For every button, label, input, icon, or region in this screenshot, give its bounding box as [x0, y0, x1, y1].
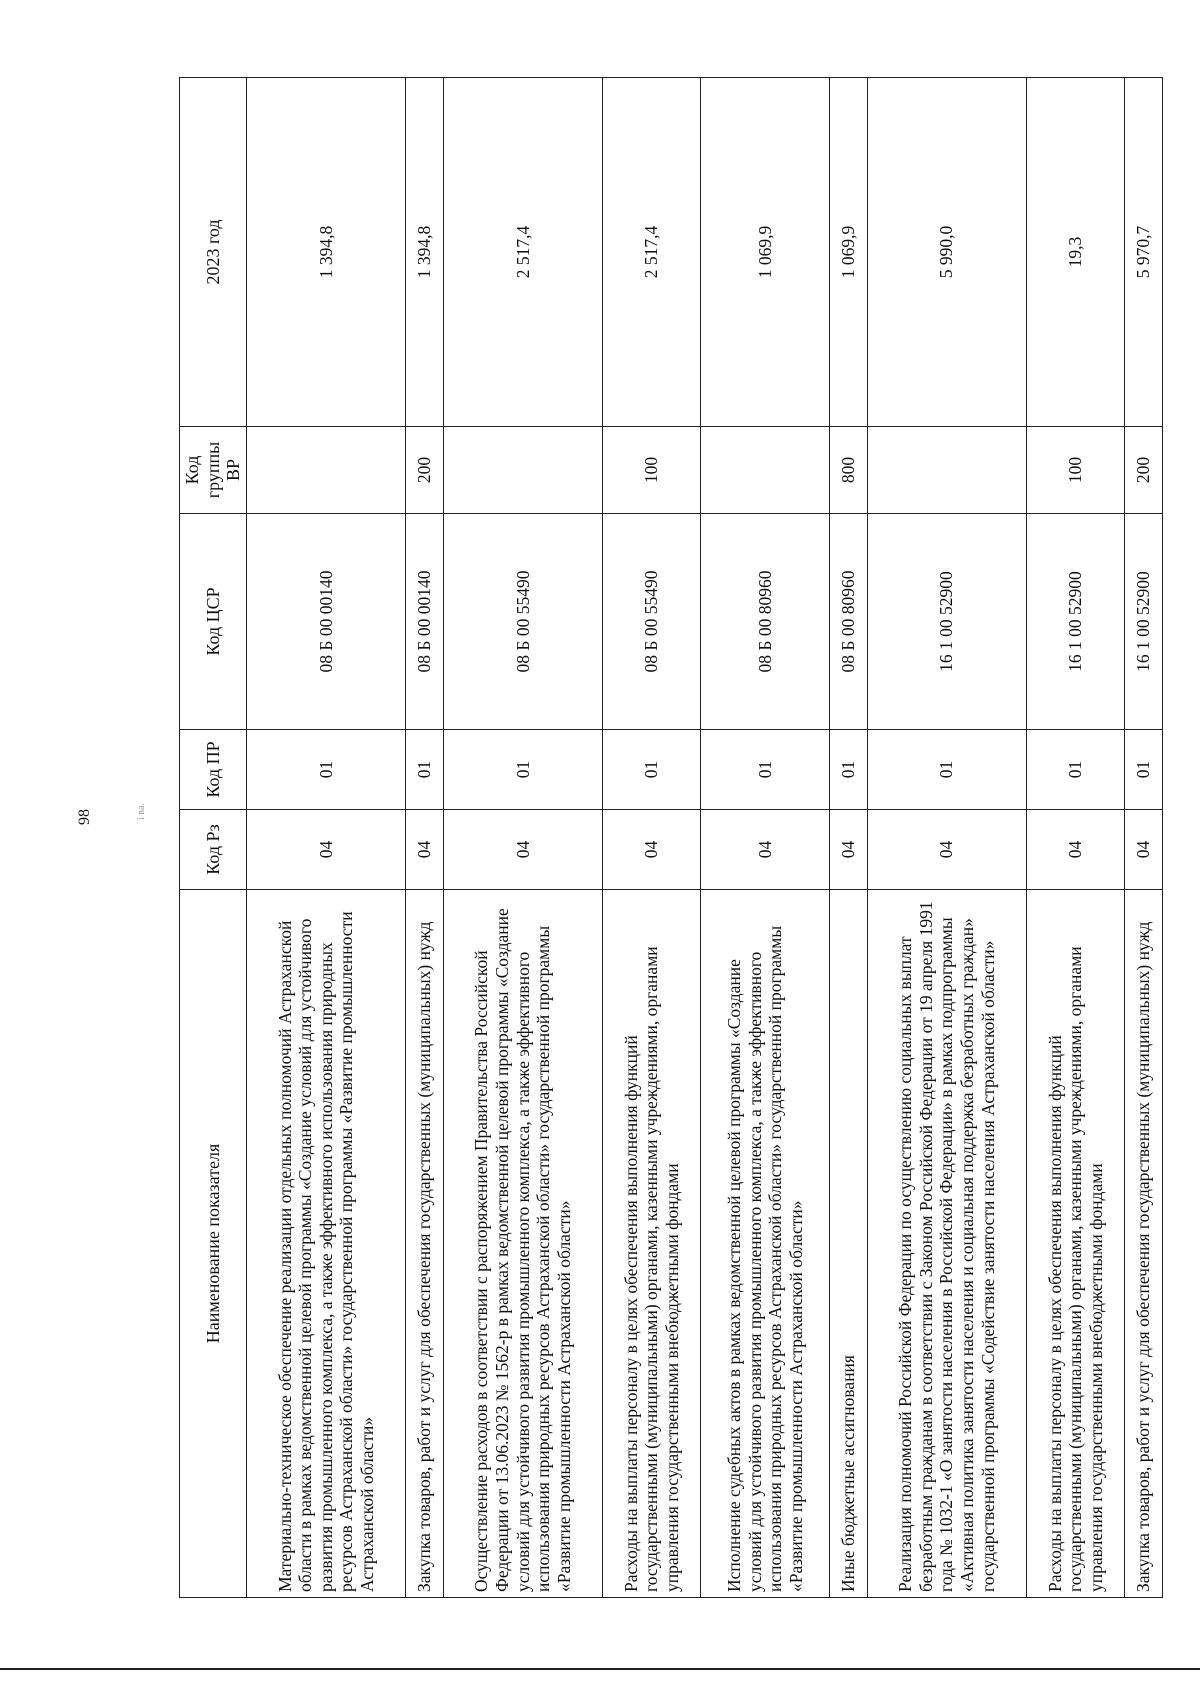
- row-vr: 100: [602, 427, 700, 514]
- row-pr: 01: [247, 730, 406, 810]
- row-vr: [247, 427, 406, 514]
- row-name: Материально-техническое обеспечение реализации отдельных полномочий Астраханской области в рамках ведомственной целевой программы «Создание условий для устойчивого развития промышленного комплекса, а также эффективного использования природных ресурсов Астраханской области» государственной программы «Развитие промышленности Астраханской области»: [247, 890, 406, 1598]
- row-amount: 5 990,0: [867, 78, 1026, 427]
- row-rz: 04: [247, 810, 406, 890]
- row-name: Расходы на выплаты персоналу в целях обеспечения выполнения функций государственными (муниципальными) органами, казенными учреждениями, органами управления государственными внебюджетными фондами: [1026, 890, 1124, 1598]
- margin-mark: i ʙa.: [136, 803, 147, 820]
- table-row: [701, 78, 830, 1598]
- table-row: [867, 78, 1026, 1598]
- bottom-rule: [0, 1668, 1200, 1670]
- row-name: Иные бюджетные ассигнования: [830, 890, 868, 1598]
- table-header-row: [180, 78, 247, 1598]
- table-row: [1026, 78, 1124, 1598]
- row-name: Расходы на выплаты персоналу в целях обеспечения выполнения функций государственными (муниципальными) органами, казенными учреждениями, органами управления государственными внебюджетными фондами: [602, 890, 700, 1598]
- row-pr: 01: [1026, 730, 1124, 810]
- header-pr: Код ПР: [180, 730, 247, 810]
- table-row: [406, 78, 444, 1598]
- row-csr: 08 Б 00 00140: [406, 514, 444, 730]
- row-rz: 04: [701, 810, 830, 890]
- table-row: [443, 78, 602, 1598]
- row-pr: 01: [701, 730, 830, 810]
- row-csr: 08 Б 00 80960: [701, 514, 830, 730]
- row-vr: [867, 427, 1026, 514]
- row-vr: 200: [1125, 427, 1163, 514]
- table-row: [1125, 78, 1163, 1598]
- row-amount: 1 069,9: [830, 78, 868, 427]
- row-vr: 800: [830, 427, 868, 514]
- row-rz: 04: [1026, 810, 1124, 890]
- row-pr: 01: [1125, 730, 1163, 810]
- header-rz: Код Рз: [180, 810, 247, 890]
- row-vr: 100: [1026, 427, 1124, 514]
- header-amount: 2023 год: [180, 78, 247, 427]
- row-rz: 04: [443, 810, 602, 890]
- header-csr: Код ЦСР: [180, 514, 247, 730]
- row-amount: 1 394,8: [406, 78, 444, 427]
- row-csr: 08 Б 00 55490: [602, 514, 700, 730]
- row-csr: 16 1 00 52900: [1026, 514, 1124, 730]
- row-amount: 1 069,9: [701, 78, 830, 427]
- row-vr: [443, 427, 602, 514]
- row-pr: 01: [443, 730, 602, 810]
- row-rz: 04: [602, 810, 700, 890]
- row-name: Закупка товаров, работ и услуг для обеспечения государственных (муниципальных) нужд: [406, 890, 444, 1598]
- row-rz: 04: [867, 810, 1026, 890]
- row-amount: 5 970,7: [1125, 78, 1163, 427]
- row-rz: 04: [406, 810, 444, 890]
- row-vr: 200: [406, 427, 444, 514]
- row-amount: 2 517,4: [602, 78, 700, 427]
- row-rz: 04: [830, 810, 868, 890]
- row-name: Исполнение судебных актов в рамках ведомственной целевой программы «Создание условий для устойчивого развития промышленного комплекса, а также эффективного использования природных ресурсов Астраханской области» государственной программы «Развитие промышленности Астраханской области»: [701, 890, 830, 1598]
- row-rz: 04: [1125, 810, 1163, 890]
- budget-table-container: [179, 78, 1163, 1598]
- row-pr: 01: [602, 730, 700, 810]
- row-name: Реализация полномочий Российской Федерации по осуществлению социальных выплат безработным гражданам в соответствии с Законом Российской Федерации от 19 апреля 1991 года № 1032-1 «О занятости населения в Российской Федерации» в рамках подпрограммы «Активная политика занятости населения и социальная поддержка безработных граждан» государственной программы «Содействие занятости населения Астраханской области»: [867, 890, 1026, 1598]
- page-number: 98: [76, 809, 93, 825]
- row-csr: 16 1 00 52900: [1125, 514, 1163, 730]
- row-csr: 16 1 00 52900: [867, 514, 1026, 730]
- table-row: [247, 78, 406, 1598]
- header-name: Наименование показателя: [180, 890, 247, 1598]
- row-csr: 08 Б 00 55490: [443, 514, 602, 730]
- row-pr: 01: [867, 730, 1026, 810]
- row-csr: 08 Б 00 80960: [830, 514, 868, 730]
- row-name: Закупка товаров, работ и услуг для обеспечения государственных (муниципальных) нужд: [1125, 890, 1163, 1598]
- header-vr: Код группы ВР: [180, 427, 247, 514]
- row-amount: 19,3: [1026, 78, 1124, 427]
- row-pr: 01: [406, 730, 444, 810]
- row-name: Осуществление расходов в соответствии с распоряжением Правительства Российской Федерации от 13.06.2023 № 1562-р в рамках ведомственной целевой программы «Создание условий для устойчивого развития промышленного комплекса, а также эффективного использования природных ресурсов Астраханской области» государственной программы «Развитие промышленности Астраханской области»: [443, 890, 602, 1598]
- row-amount: 2 517,4: [443, 78, 602, 427]
- budget-table: [179, 77, 1163, 1598]
- row-pr: 01: [830, 730, 868, 810]
- row-vr: [701, 427, 830, 514]
- row-amount: 1 394,8: [247, 78, 406, 427]
- row-csr: 08 Б 00 00140: [247, 514, 406, 730]
- table-row: [830, 78, 868, 1598]
- table-row: [602, 78, 700, 1598]
